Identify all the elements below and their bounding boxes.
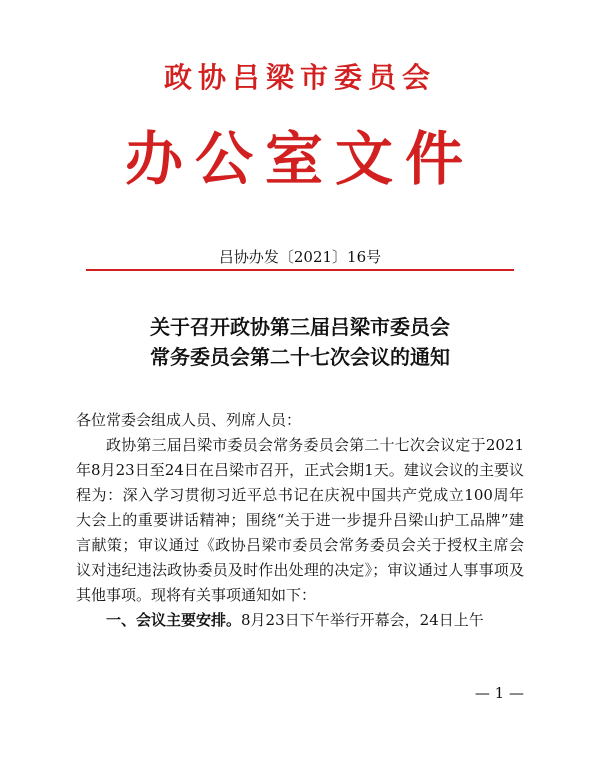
document-type-heading: 办公室文件: [124, 125, 475, 193]
notice-title-line1: 关于召开政协第三届吕梁市委员会: [150, 315, 450, 339]
notice-title-line2: 常务委员会第二十七次会议的通知: [150, 345, 450, 369]
red-separator-line: [86, 269, 514, 271]
notice-title: [0, 312, 600, 372]
body-paragraph: 政协第三届吕梁市委员会常务委员会第二十七次会议定于2021年8月23日至24日在吕梁市召开，正式会期1天。建议会议的主要议程为：深入学习贯彻习近平总书记在庆祝中国共产党成立100周年大会上的重要讲话精神；围绕“关于进一步提升吕梁山护工品牌”建言献策；审议通过《政协吕梁市委员会常务委员会关于授权主席会议对违纪违法政协委员及时作出处理的决定》；审议通过人事事项及其他事项。现将有关事项通知如下：: [76, 436, 524, 604]
notice-body: [76, 408, 524, 633]
issuing-organization: 政协吕梁市委员会: [163, 61, 436, 94]
section-paragraph: [76, 608, 524, 633]
section-heading: 一、会议主要安排。: [106, 611, 242, 629]
document-number: 吕协办发〔2021〕16号: [218, 248, 382, 266]
page-number: — 1 —: [474, 684, 524, 702]
salutation: 各位常委会组成人员、列席人员：: [76, 411, 302, 429]
section-text: 8月23日下午举行开幕会，24日上午: [241, 611, 484, 629]
